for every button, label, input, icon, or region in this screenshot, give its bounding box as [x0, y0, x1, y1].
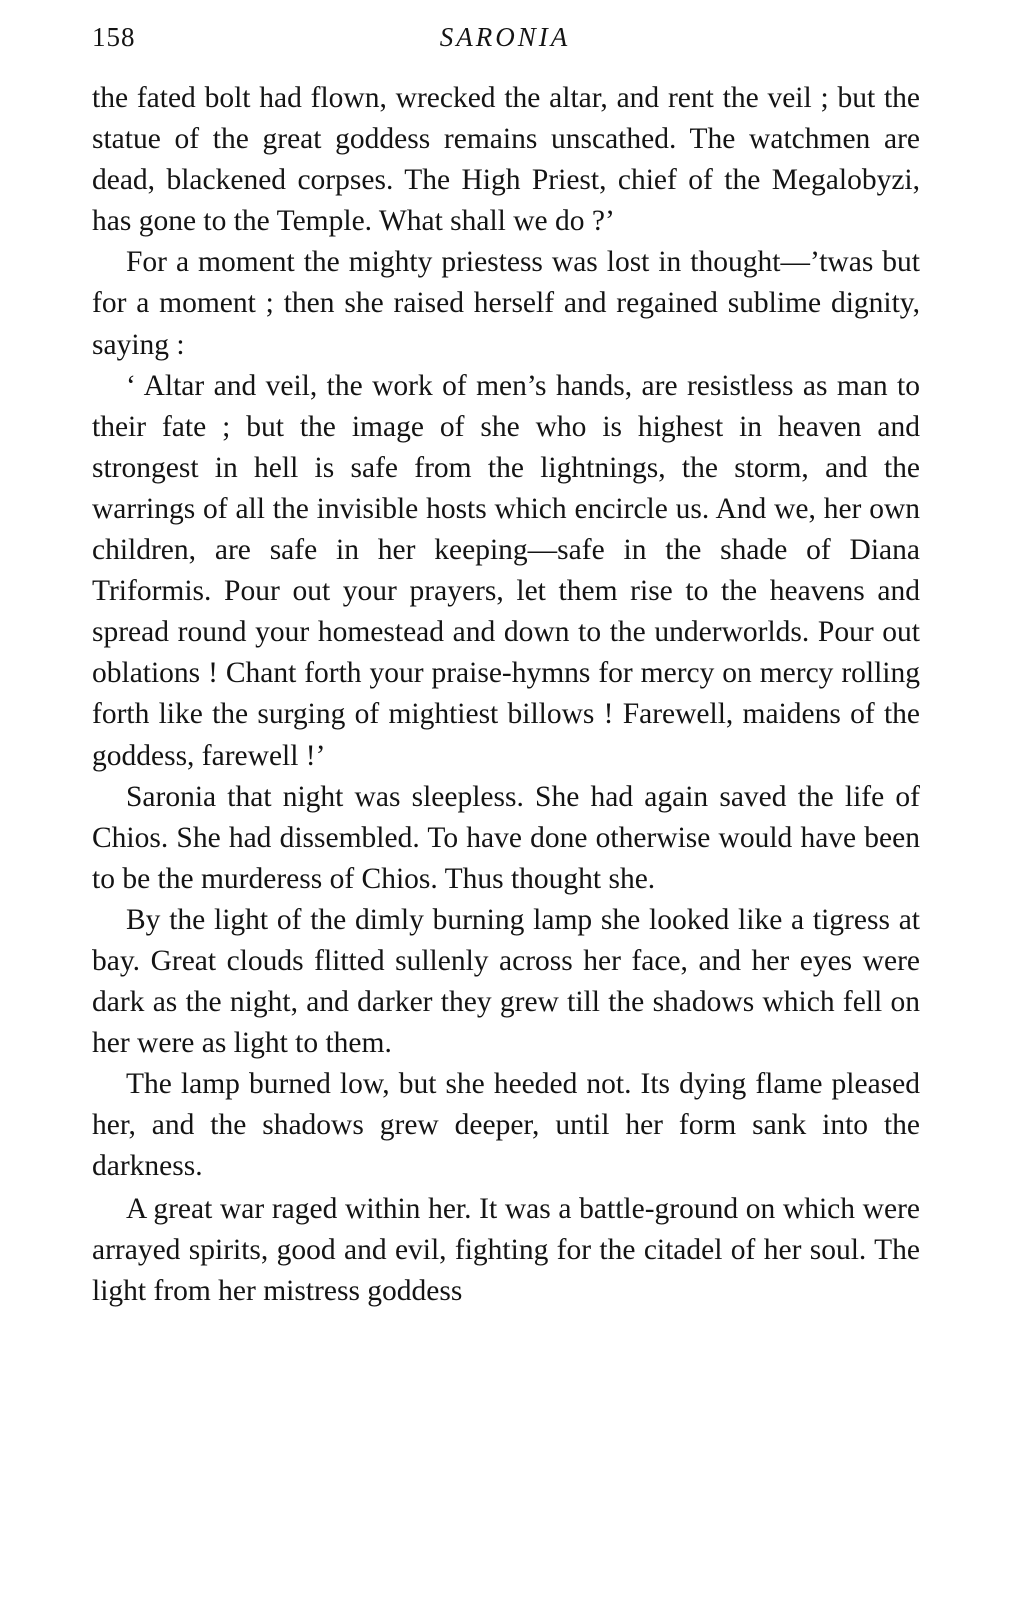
paragraph-1: the fated bolt had flown, wrecked the altar, and rent the veil ; but the statue of the great goddess remains unscathed. The watchmen are dead, blackened corpses. The High Priest, chief of the Megalobyzi, has gone to the Temple. What shall we do ?’ [92, 82, 920, 238]
paragraph-6: The lamp burned low, but she heeded not. Its dying flame pleased her, and the shadows grew deeper, until her form sank into the darkness. [92, 1068, 920, 1183]
paragraph-7: A great war raged within her. It was a battle-ground on which were arrayed spirits, good and evil, fighting for the citadel of her soul. The light from her mistress goddess [92, 1192, 920, 1307]
running-head [92, 18, 918, 58]
page-number: 158 [92, 22, 136, 52]
paragraph-2: For a moment the mighty priestess was lost in thought—’twas but for a moment ; then she raised herself and regained sublime dignity, saying : [92, 246, 920, 361]
body-text [92, 78, 920, 1312]
paragraph-4: Saronia that night was sleepless. She had again saved the life of Chios. She had dissembled. To have done otherwise would have been to be the murderess of Chios. Thus thought she. [92, 780, 920, 895]
paragraph-3: ‘ Altar and veil, the work of men’s hands, are resistless as man to their fate ; but the image of she who is highest in heaven and strongest in hell is safe from the lightnings, the storm, and the warrings of all the invisible hosts which encircle us. And we, her own children, are safe in her keeping—safe in the shade of Diana Triformis. Pour out your prayers, let them rise to the heavens and spread round your homestead and down to the underworlds. Pour out oblations ! Chant forth your praise-hymns for mercy on mercy rolling forth like the surging of mightiest billows ! Farewell, maidens of the goddess, farewell !’ [92, 369, 920, 772]
running-title: SARONIA [439, 22, 571, 52]
paragraph-5: By the light of the dimly burning lamp she looked like a tigress at bay. Great clouds flitted sullenly across her face, and her eyes were dark as the night, and darker they grew till the shadows which fell on her were as light to them. [92, 903, 920, 1060]
